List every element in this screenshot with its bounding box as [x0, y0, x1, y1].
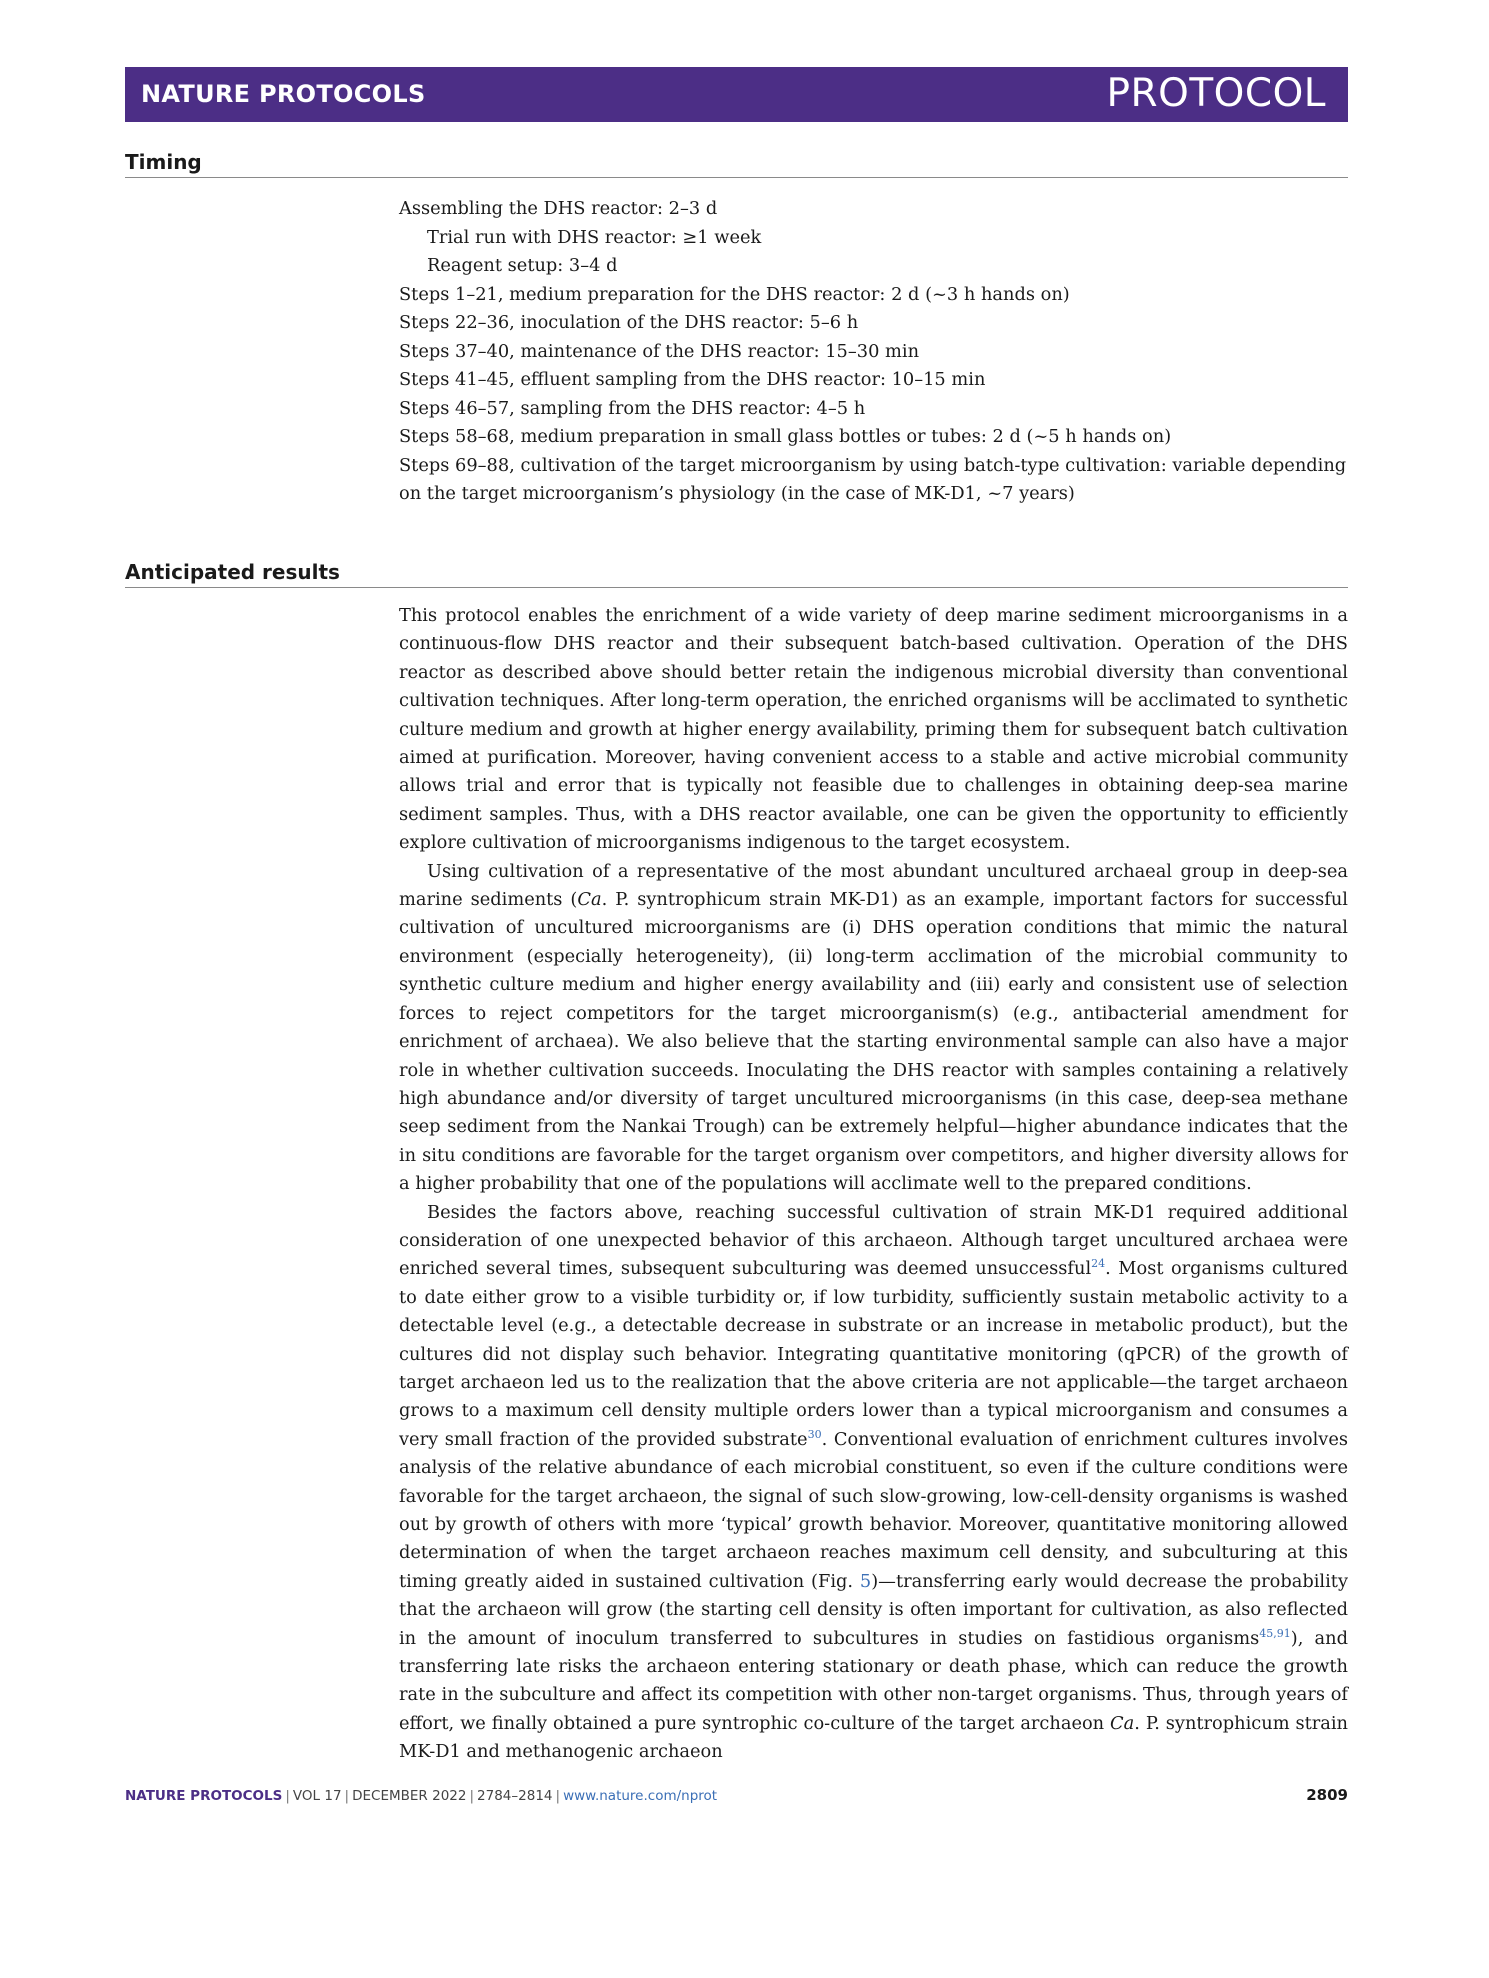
paragraph: Using cultivation of a representative of the most abundant uncultured archaeal group in deep-sea marine sediments (Ca. P. syntrophicum strain MK-D1) as an example, important factors for successful cultivation of uncultured microorganisms are (i) DHS operation conditions that mimic the natural environment (especially heterogeneity), (ii) long-term acclimation of the microbial community to synthetic culture medium and higher energy availability and (iii) early and consistent use of selection forces to reject competitors for the target microorganism(s) (e.g., antibacterial amendment for enrichment of archaea). We also believe that the starting environmental sample can also have a major role in whether cultivation succeeds. Inoculating the DHS reactor with samples containing a relatively high abundance and/or diversity of target uncultured microorganisms (in this case, deep-sea methane seep sediment from the Nankai Trough) can be extremely helpful—higher abundance indicates that the in situ conditions are favorable for the target organism over competitors, and higher diversity allows for a higher probability that one of the populations will acclimate well to the prepared conditions.: [399, 860, 1348, 1195]
citation-link[interactable]: 45,91: [1259, 1626, 1291, 1640]
timing-line: Assembling the DHS reactor: 2–3 d: [399, 198, 718, 219]
timing-line: Steps 69–88, cultivation of the target microorganism by using batch-type cultivation: variable depending on the target microorganism’s physiology (in the case of MK-D1, ~7 years): [399, 454, 1347, 504]
footer-date: DECEMBER 2022: [352, 1788, 467, 1804]
citation-link[interactable]: 24: [1091, 1257, 1106, 1271]
timing-line: Steps 22–36, inoculation of the DHS reactor: 5–6 h: [399, 312, 859, 333]
anticipated-results-heading: Anticipated results: [125, 560, 1348, 588]
article-type: PROTOCOL: [1106, 71, 1326, 116]
footer-pages: 2784–2814: [477, 1788, 553, 1804]
timing-list: [399, 195, 1348, 509]
footer-url-link[interactable]: www.nature.com/nprot: [563, 1788, 718, 1804]
figure-link[interactable]: 5: [859, 1570, 872, 1592]
journal-name: NATURE PROTOCOLS: [141, 80, 426, 108]
timing-line: Reagent setup: 3–4 d: [427, 255, 618, 276]
timing-heading: Timing: [125, 150, 1348, 178]
footer-volume: VOL 17: [292, 1788, 342, 1804]
citation-link[interactable]: 30: [807, 1427, 822, 1441]
page-number: 2809: [1306, 1786, 1348, 1804]
timing-line: Trial run with DHS reactor: ≥1 week: [427, 226, 762, 248]
footer-citation: NATURE PROTOCOLS | VOL 17 | DECEMBER 2022 | 2784–2814 | www.nature.com/nprot: [125, 1788, 718, 1804]
paragraph: Besides the factors above, reaching successful cultivation of strain MK-D1 required additional consideration of one unexpected behavior of this archaeon. Although target uncultured archaea were enriched several times, subsequent subculturing was deemed unsuccessful$^{24}$. Most organisms cultured to date either grow to a visible turbidity or, if low turbidity, sufficiently sustain metabolic activity to a detectable level (e.g., a detectable decrease in substrate or an increase in metabolic product), but the cultures did not display such behavior. Integrating quantitative monitoring (qPCR) of the growth of target archaeon led us to the realization that the above criteria are not applicable—the target archaeon grows to a maximum cell density multiple orders lower than a typical microorganism and consumes a very small fraction of the provided substrate$^{30}$. Conventional evaluation of enrichment cultures involves analysis of the relative abundance of each microbial constituent, so even if the culture conditions were favorable for the target archaeon, the signal of such slow-growing, low-cell-density organisms is washed out by growth of others with more ‘typical’ growth behavior. Moreover, quantitative monitoring allowed determination of when the target archaeon reaches maximum cell density, and subculturing at this timing greatly aided in sustained cultivation (Fig. 5)—transferring early would decrease the probability that the archaeon will grow (the starting cell density is often important for cultivation, as also reflected in the amount of inoculum transferred to subcultures in studies on fastidious organisms$^{45,91}$), and transferring late risks the archaeon entering stationary or death phase, which can reduce the growth rate in the subculture and affect its competition with other non-target organisms. Thus, through years of effort, we finally obtained a pure syntrophic co-culture of the target archaeon Ca. P. syntrophicum strain MK-D1 and methanogenic archaeon: [399, 1201, 1348, 1763]
paragraph: This protocol enables the enrichment of a wide variety of deep marine sediment microorganisms in a continuous-flow DHS reactor and their subsequent batch-based cultivation. Operation of the DHS reactor as described above should better retain the indigenous microbial diversity than conventional cultivation techniques. After long-term operation, the enriched organisms will be acclimated to synthetic culture medium and growth at higher energy availability, priming them for subsequent batch cultivation aimed at purification. Moreover, having convenient access to a stable and active microbial community allows trial and error that is typically not feasible due to challenges in obtaining deep-sea marine sediment samples. Thus, with a DHS reactor available, one can be given the opportunity to efficiently explore cultivation of microorganisms indigenous to the target ecosystem.: [399, 605, 1348, 854]
anticipated-results-body: [399, 602, 1348, 1767]
timing-line: Steps 46–57, sampling from the DHS reactor: 4–5 h: [399, 397, 866, 419]
timing-line: Steps 41–45, effluent sampling from the DHS reactor: 10–15 min: [399, 369, 986, 390]
journal-header-bar: [125, 67, 1348, 122]
footer-journal: NATURE PROTOCOLS: [125, 1788, 283, 1804]
timing-line: Steps 1–21, medium preparation for the DHS reactor: 2 d (~3 h hands on): [399, 283, 1070, 305]
timing-line: Steps 58–68, medium preparation in small glass bottles or tubes: 2 d (~5 h hands on): [399, 426, 1172, 447]
timing-line: Steps 37–40, maintenance of the DHS reactor: 15–30 min: [399, 340, 920, 362]
